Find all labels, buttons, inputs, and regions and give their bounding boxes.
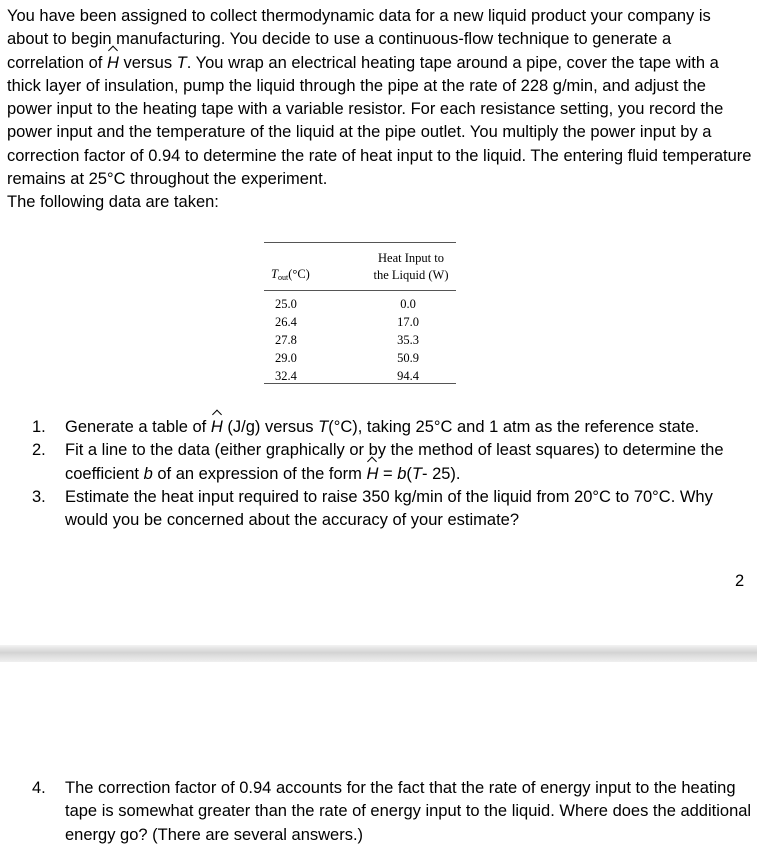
tout-cell: 25.0 xyxy=(275,297,297,311)
document-page-2 xyxy=(0,662,757,848)
table-top-rule xyxy=(264,242,456,243)
question-1: 1. Generate a table of H (J/g) versus T(°C), taking 25°C and 1 atm as the reference state. xyxy=(7,416,752,439)
heat-input-cell: 35.3 xyxy=(397,333,419,347)
table-header-rule xyxy=(264,290,456,291)
heat-input-cell: 17.0 xyxy=(397,315,419,329)
h-hat-symbol: H xyxy=(107,52,119,75)
h-hat-symbol: H xyxy=(366,463,378,486)
question-list xyxy=(7,416,752,532)
question-number: 3. xyxy=(32,487,46,506)
h-hat-symbol: H xyxy=(211,416,223,439)
problem-statement xyxy=(7,5,752,215)
heat-input-cell: 50.9 xyxy=(397,351,419,365)
heat-input-header: Heat Input to the Liquid (W) xyxy=(373,251,449,282)
tout-cell: 29.0 xyxy=(275,351,297,365)
question-number: 1. xyxy=(32,418,46,436)
tout-cell: 27.8 xyxy=(275,333,297,347)
data-intro-line: The following data are taken: xyxy=(7,193,219,212)
question-3: 3. Estimate the heat input required to raise 350 kg/min of the liquid from 20°C to 70°C. Why would you be concerned about the accuracy of your estimate? xyxy=(32,487,713,530)
question-number: 4. xyxy=(32,779,46,797)
question-list-continued xyxy=(7,777,752,847)
heat-input-cell: 94.4 xyxy=(397,369,419,383)
tout-column xyxy=(275,296,315,386)
heat-input-column xyxy=(388,296,428,386)
page-number: 2 xyxy=(735,572,745,590)
question-number: 2. xyxy=(32,441,46,460)
tout-cell: 32.4 xyxy=(275,369,297,383)
heat-input-cell: 0.0 xyxy=(400,297,416,311)
question-2: 2. Fit a line to the data (either graphically or by the method of least squares) to determine the coefficient b of an expression of the form H = b(T- 25). xyxy=(7,439,752,486)
question-4: 4. The correction factor of 0.94 accounts for the fact that the rate of energy input to the heating tape is somewhat greater than the rate of energy input to the liquid. Where does the additional energy go? (There are several answers.) xyxy=(32,779,752,844)
intro-paragraph: You have been assigned to collect thermodynamic data for a new liquid product your company is about to begin manufacturing. You decide to use a continuous-flow technique to generate a correlation of H versus T. You wrap an electrical heating tape around a pipe, cover the tape with a thick layer of insulation, pump the liquid through the pipe at the rate of 228 g/min, and adjust the power input to the heating tape with a variable resistor. For each resistance setting, you record the power input and the temperature of the liquid at the pipe outlet. You multiply the power input by a correction factor of 0.94 to determine the rate of heat input to the liquid. The entering fluid temperature remains at 25°C throughout the experiment. xyxy=(7,7,752,189)
tout-header: $T_{out}(^\circ C)$ xyxy=(271,267,310,282)
page-separator xyxy=(0,645,757,662)
tout-cell: 26.4 xyxy=(275,315,297,329)
t-variable: T xyxy=(176,53,187,72)
table-bottom-rule xyxy=(264,383,456,384)
